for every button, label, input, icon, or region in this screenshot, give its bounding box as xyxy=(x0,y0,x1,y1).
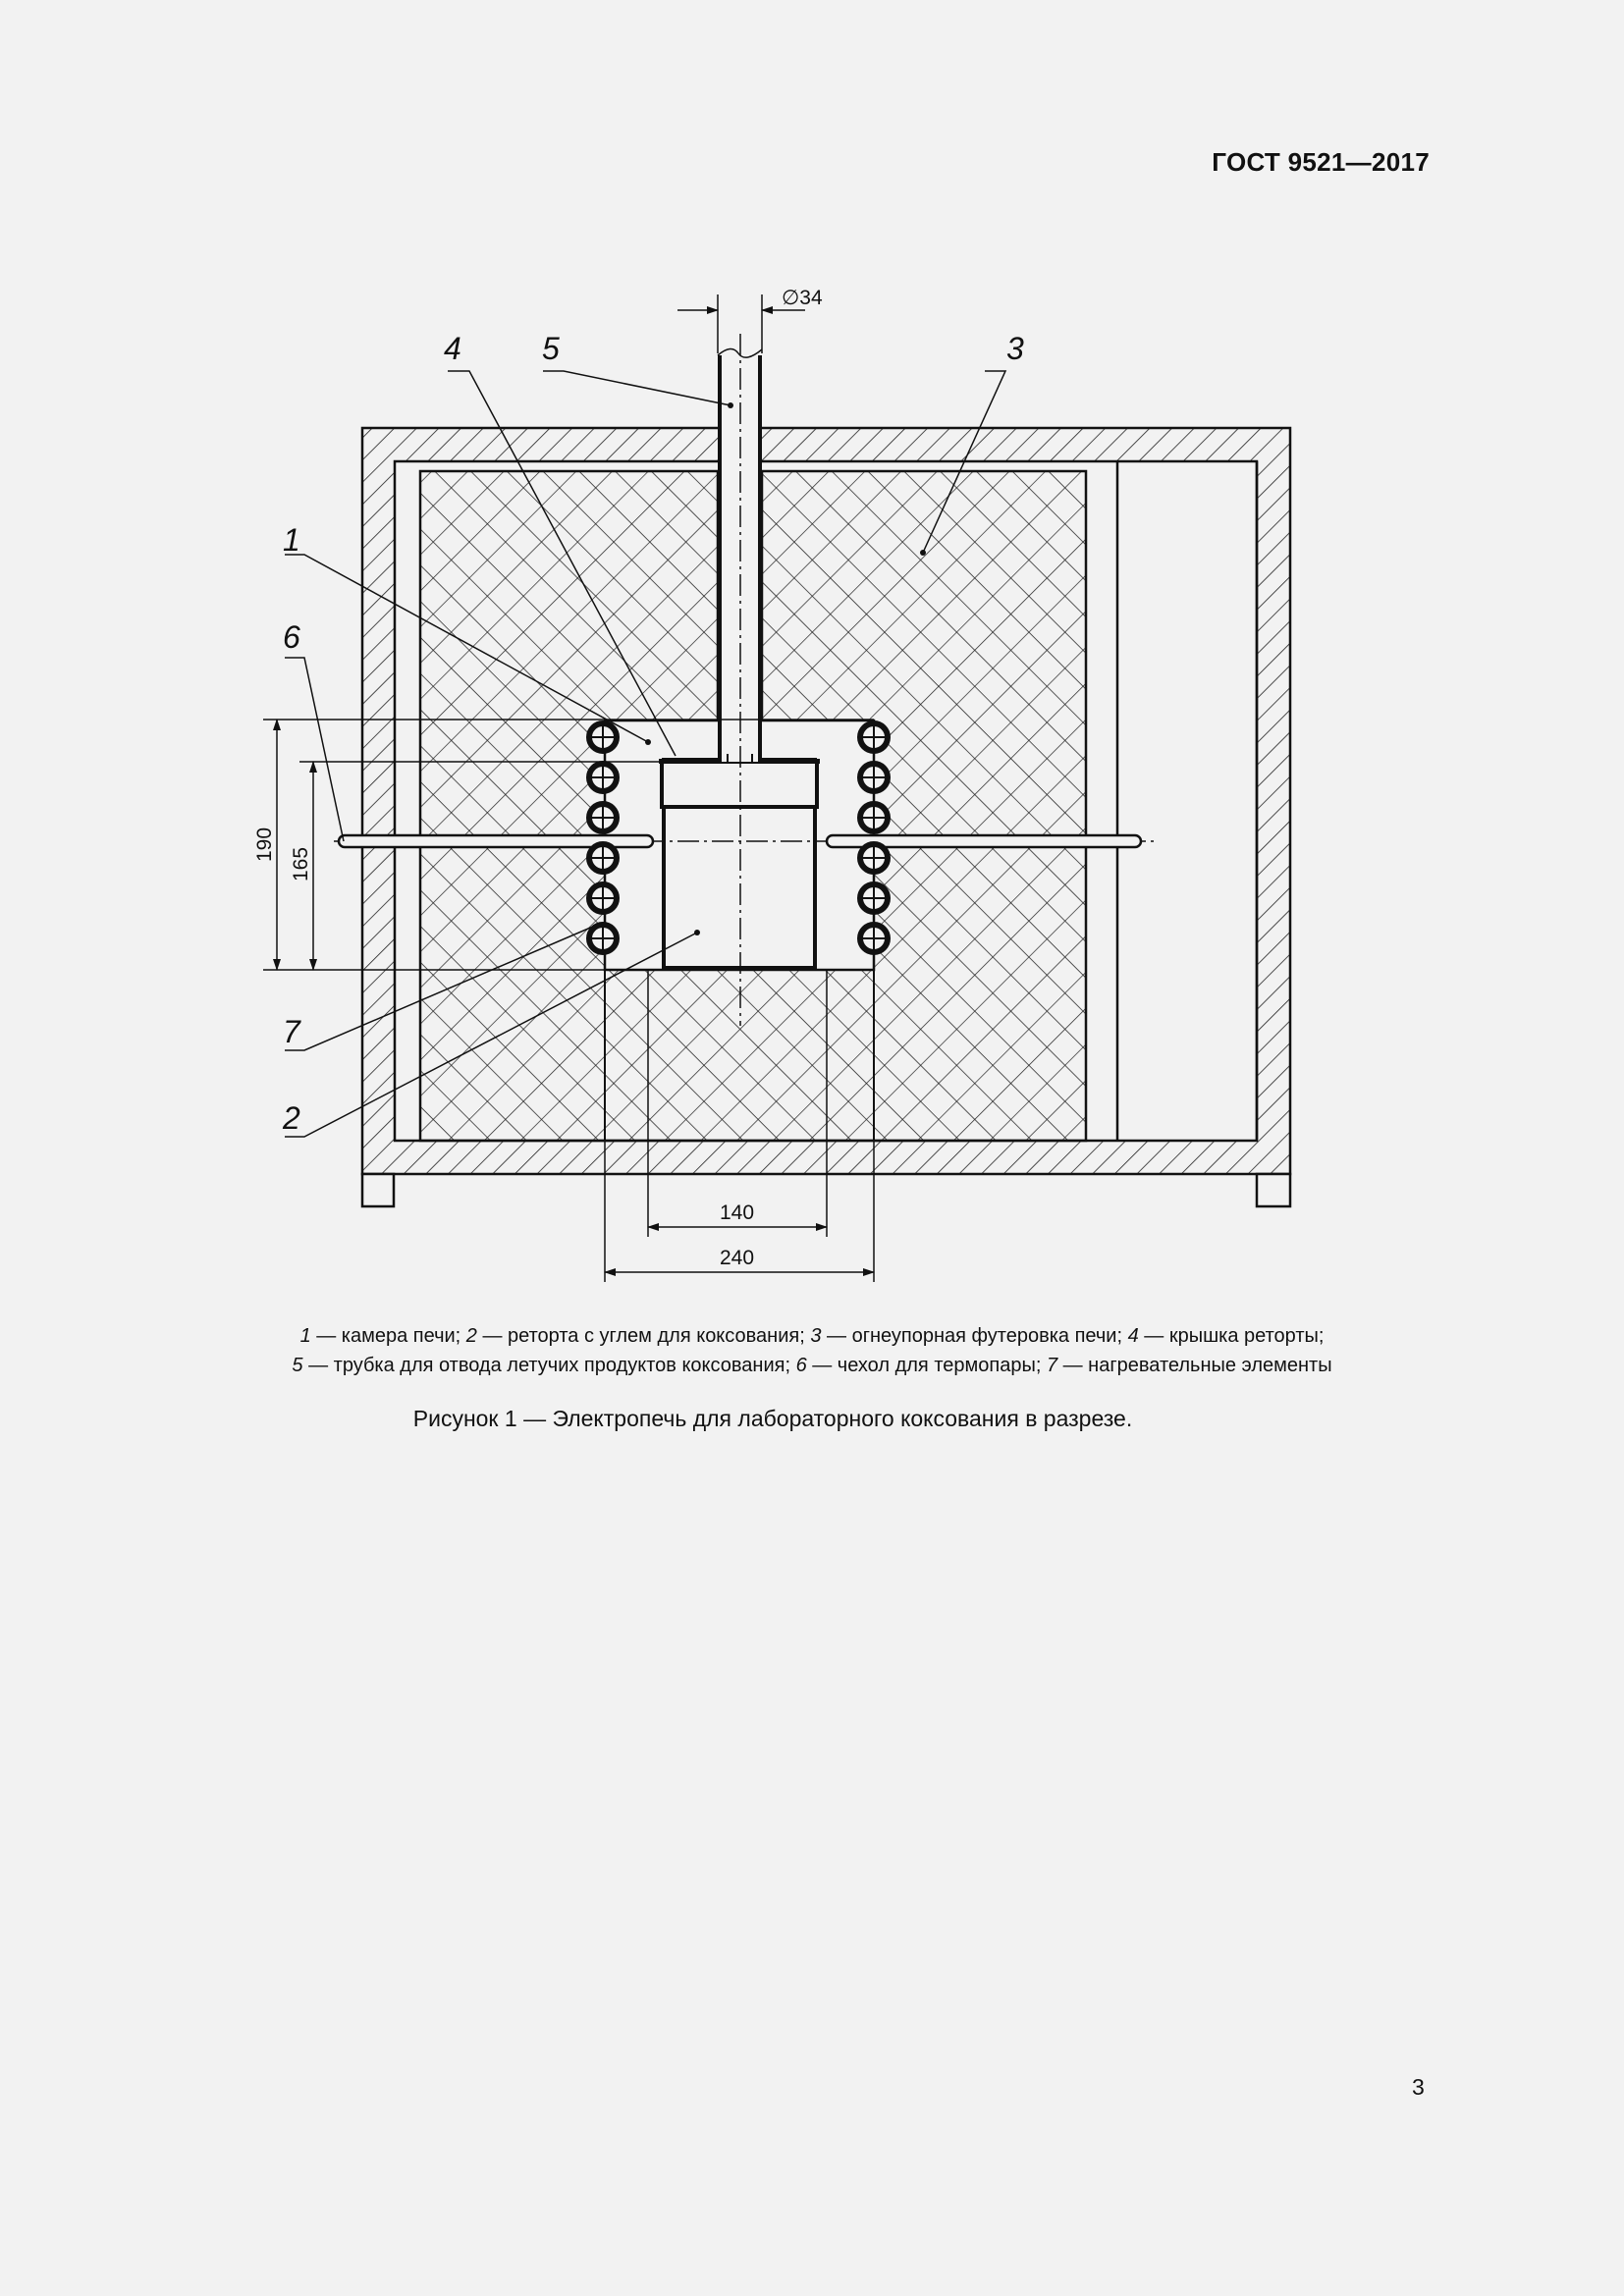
legend-num: 6 xyxy=(795,1355,807,1376)
callout-1: 1 xyxy=(283,522,300,558)
legend-num: 2 xyxy=(465,1325,477,1347)
figure-legend xyxy=(0,1321,1624,1380)
legend-num: 5 xyxy=(292,1355,303,1376)
page-number: 3 xyxy=(1412,2074,1425,2100)
legend-text: — крышка реторты; xyxy=(1138,1325,1325,1347)
dim-width-outer-label: 240 xyxy=(720,1247,755,1269)
document-standard-number: ГОСТ 9521—2017 xyxy=(1212,147,1430,177)
dim-width-inner-label: 140 xyxy=(720,1201,755,1224)
legend-text: — трубка для отвода летучих продуктов коксования; xyxy=(302,1355,796,1376)
legend-text: — камера печи; xyxy=(310,1325,466,1347)
callout-2: 2 xyxy=(283,1100,300,1136)
legend-num: 4 xyxy=(1127,1325,1139,1347)
legend-line-1 xyxy=(0,1321,1624,1351)
callout-6: 6 xyxy=(283,619,300,655)
retort-lid xyxy=(662,762,817,807)
callout-7: 7 xyxy=(283,1014,300,1049)
legend-num: 3 xyxy=(810,1325,822,1347)
legend-text: — реторта с углем для коксования; xyxy=(476,1325,811,1347)
legend-text: — нагревательные элементы xyxy=(1057,1355,1332,1376)
callout-3: 3 xyxy=(1006,331,1024,366)
dim-diameter-label: ∅34 xyxy=(782,287,823,309)
legend-text: — чехол для термопары; xyxy=(806,1355,1047,1376)
dimension-tube-diameter xyxy=(677,287,823,353)
dim-height-outer-label: 190 xyxy=(253,827,276,862)
legend-num: 1 xyxy=(299,1325,311,1347)
legend-line-2 xyxy=(0,1351,1624,1380)
legend-num: 7 xyxy=(1046,1355,1058,1376)
callout-5: 5 xyxy=(542,331,560,366)
callout-4: 4 xyxy=(444,331,461,366)
legend-text: — огнеупорная футеровка печи; xyxy=(821,1325,1128,1347)
figure-caption: Рисунок 1 — Электропечь для лабораторного коксования в разрезе. xyxy=(412,1406,1133,1431)
dim-height-inner-label: 165 xyxy=(290,846,312,881)
